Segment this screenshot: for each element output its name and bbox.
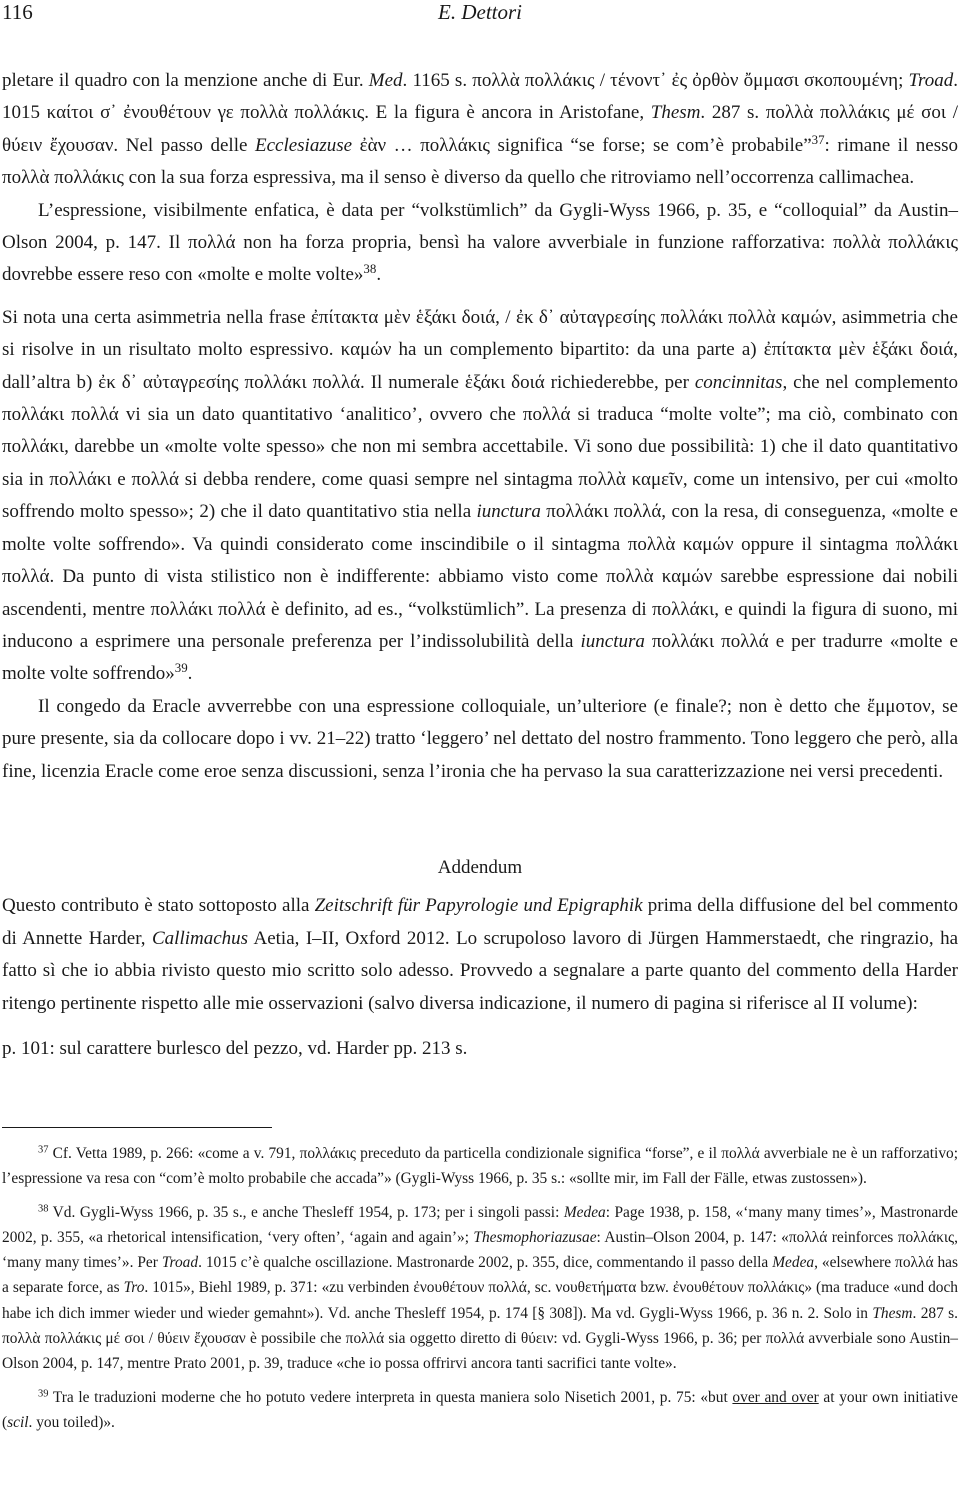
- footnotes: [2, 1127, 958, 1435]
- footnote-number: 37: [38, 1144, 49, 1156]
- page-number: 116: [2, 0, 33, 24]
- paragraph-1: pletare il quadro con la menzione anche di Eur. Med. 1165 s. πολλὰ πολλάκις / τένοντ᾽ ἐς ὀρθὸν ὄμμασι σκοπουμένη; Troad. 1015 καίτοι σ᾽ ἐνουθέτουν γε πολλὰ πολλάκις. E la figura è ancora in Aristofane, Thesm. 287 s. πολλὰ πολλάκις μέ σοι / θύειν ἔχουσαν. Nel passo delle Ecclesiazuse ἐὰν … πολλάκις significa “se forse; se com’è probabile”$^{37}$: rimane il nesso πολλὰ πολλάκις con la sua forza espressiva, ma il senso è diverso da quello che ritroviamo nell’occorrenza callimachea.: [2, 70, 959, 189]
- footnote-ref-38[interactable]: 38: [363, 261, 377, 277]
- footnote-38: $^{38}$ Vd. Gygli-Wyss 1966, p. 35 s., e anche Thesleff 1954, p. 173; per i singoli passi: Medea: Page 1938, p. 158, «‘many many times’», Mastronarde 2002, p. 355, «a rhetorical intensification, ‘very often’, ‘again and again’»; Thesmophoriazusae: Austin–Olson 2004, p. 147: «πολλά reinforces πολλάκις, ‘many many times’». Per Troad. 1015 c’è qualche oscillazione. Mastronarde 2002, p. 355, dice, commentando il passo della Medea, «elsewhere πολλά has a separate force, as Tro. 1015», Biehl 1989, p. 371: «zu verbinden ἐνουθέτουν πολλά, sc. νουθετήματα bzw. ἐνουθέτουν πολλάκις» (ma traduce «und doch habe ich dich immer wieder und wieder gemahnt»). Vd. anche Thesleff 1954, p. 174 [§ 308]). Ma vd. Gygli-Wyss 1966, p. 36 n. 2. Solo in Thesm. 287 s. πολλὰ πολλάκις μέ σοι / θύειν ἔχουσαν è possibile che πολλά sia oggetto diretto di θύειν: vd. Gygli-Wyss 1966, p. 36; per πολλά avverbiale sono Austin–Olson 2004, p. 147, mentre Prato 2001, p. 39, traduce «che io possa offrirvi ancora tanti sacrifici tante volte».: [2, 1202, 959, 1373]
- footnote-ref-37[interactable]: 37: [811, 131, 825, 147]
- page-header: [0, 0, 960, 28]
- paragraph-3: Si nota una certa asimmetria nella frase ἐπίτακτα μὲν ἑξάκι δοιά, / ἐκ δ᾽ αὐταγρεσίης πολλάκι πολλὰ καμών, asimmetria che si risolve in un risultato molto espressivo. καμών ha un complemento bipartito: da una parte a) ἐπίτακτα μὲν ἑξάκι δοιά, dall’altra b) ἐκ δ᾽ αὐταγρεσίης πολλάκι πολλά. Il numerale ἑξάκι δοιά richiederebbe, per concinnitas, che nel complemento πολλάκι πολλά vi sia un dato quantitativo ‘analitico’, ovvero che πολλά si traduca “molte volte”; ma ciò, combinato con πολλάκι, darebbe un «molte volte spesso» che non mi sembra accettabile. Vi sono due possibilità: 1) che il dato quantitativo sia in πολλάκι e πολλά si debba rendere, come quasi sempre nel sintagma πολλὰ καμεῖν, come un intensivo, per cui «molto soffrendo molto spesso»; 2) che il dato quantitativo stia nella iunctura πολλάκι πολλά, con la resa, di conseguenza, «molte e molte volte soffrendo». Va quindi considerato come inscindibile o il sintagma πολλὰ καμών oppure il sintagma πολλάκι πολλά. Da punto di vista stilistico non è indifferente: abbiamo visto come πολλὰ καμών sarebbe espressione dai nobili ascendenti, mentre πολλάκι πολλά è definito, ad es., “volkstümlich”. La presenza di πολλάκι, e quindi la figura di suono, mi inducono a esprimere una personale preferenza per l’indissolubilità della iunctura πολλάκι πολλά e per tradurre «molte e molte volte soffrendo»$^{39}$.: [2, 306, 958, 685]
- footnote-rule: [2, 1127, 272, 1128]
- main-text: [2, 65, 958, 1065]
- paragraph-2: L’espressione, visibilmente enfatica, è data per “volkstümlich” da Gygli-Wyss 1966, p. 35, e “colloquial” da Austin–Olson 2004, p. 147. Il πολλά non ha forza propria, bensì ha valore avverbiale in funzione rafforzativa: πολλὰ πολλάκις dovrebbe essere reso con «molte e molte volte»$^{38}$.: [2, 199, 958, 286]
- addendum-title: Addendum: [437, 856, 523, 878]
- addendum-text: Questo contributo è stato sottoposto alla Zeitschrift für Papyrologie und Epigraphik prima della diffusione del bel commento di Annette Harder, Callimachus Aetia, I–II, Oxford 2012. Lo scrupoloso lavoro di Jürgen Hammerstaedt, che ringrazio, ha fatto sì che io abbia rivisto questo mio scritto solo adesso. Provvedo a segnalare a parte quanto del commento della Harder ritengo pertinente rispetto alle mie osservazioni (salvo diversa indicazione, il numero di pagina si riferisce al II volume):: [2, 895, 959, 1014]
- footnote-number: 38: [38, 1202, 49, 1214]
- running-title: E. Dettori: [438, 0, 522, 24]
- paragraph-4: Il congedo da Eracle avverrebbe con una espressione colloquiale, un’ulteriore (e finale?; non è detto che ἔμμοτον, se pure presente, sia da collocare dopo i vv. 21–22) tratto ‘leggero’ nel dettato del nostro frammento. Tono leggero che però, alla fine, licenzia Eracle come eroe senza discussioni, senza l’ironia che ha pervaso la sua caratterizzazione nei versi precedenti.: [2, 695, 958, 782]
- footnote-ref-39[interactable]: 39: [174, 660, 188, 676]
- footnote-number: 39: [38, 1387, 49, 1399]
- footnote-37: $^{37}$ Cf. Vetta 1989, p. 266: «come a v. 791, πολλάκις preceduto da particella condizionale significa “forse”, e il πολλά avverbiale ne è un rafforzativo; l’espressione va resa con “com’è molto probabile che accada”» (Gygli-Wyss 1966, p. 35 s.: «sollte mir, im Fall der Fälle, etwas zustossen»).: [2, 1144, 958, 1188]
- addendum-item: p. 101: sul carattere burlesco del pezzo, vd. Harder pp. 213 s.: [2, 1037, 468, 1059]
- footnote-39: $^{39}$ Tra le traduzioni moderne che ho potuto vedere interpreta in questa maniera solo Nisetich 2001, p. 75: «but over and over at your own initiative (scil. you toiled)».: [2, 1387, 958, 1431]
